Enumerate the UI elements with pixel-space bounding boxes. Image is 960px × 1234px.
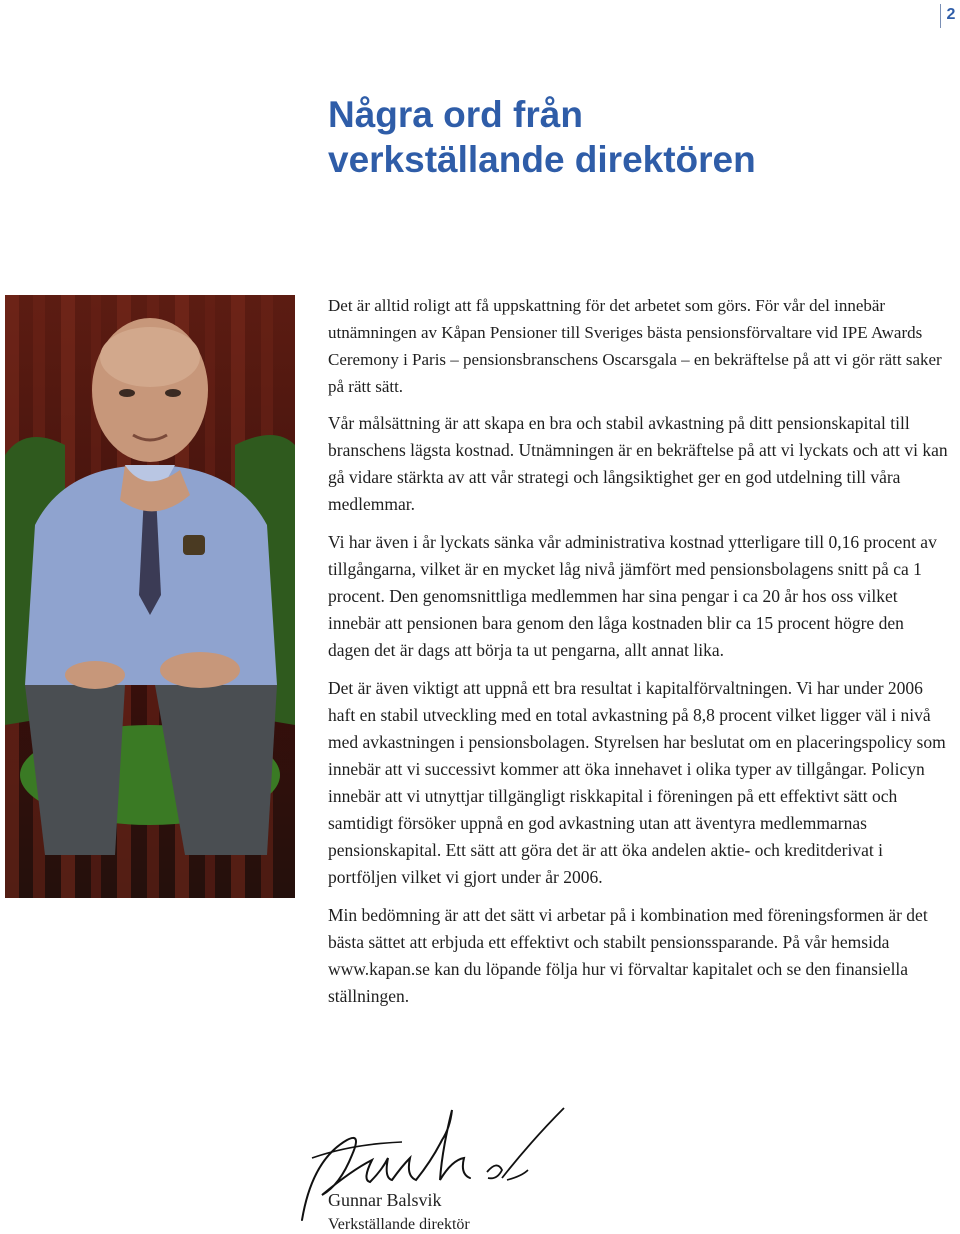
paragraph-goal: Vår målsättning är att skapa en bra och stabil avkastning på ditt pensionskapital till branschens lägsta kostnad. Utnämningen är en bekräftelse på att vi lyckats och att vi kan gå vidare stärkta av att vår strategi och långsiktighet ger en god utdelning till våra medlemmar. <box>328 413 948 514</box>
signatory-title: Verkställande direktör <box>328 1216 470 1233</box>
portrait-photo <box>5 295 295 898</box>
signatory-name: Gunnar Balsvik <box>328 1190 442 1210</box>
portrait-illustration <box>5 295 295 898</box>
paragraph-results: Det är även viktigt att uppnå ett bra resultat i kapitalförvaltningen. Vi har under 2006 haft en stabil utveckling med en total avkastning på 8,8 procent vilket ligger väl i nivå med avkastningen i pensionsbolagen. Styrelsen har beslutat om en placeringspolicy som innebär att vi successivt kommer att öka innehavet i olika typer av tillgångar. Policyn innebär att vi utnyttjar tillgängligt riskkapital i föreningen på ett effektivt sätt och samtidigt försöker uppnå en god avkastning utan att äventyra medlemmarnas pensionskapital. Ett sätt att göra det är att öka andelen aktie- och kreditderivat i portföljen vilket vi gjort under år 2006. <box>328 678 946 887</box>
title-line-1: Några ord från <box>328 94 583 135</box>
paragraph-costs: Vi har även i år lyckats sänka vår administrativa kostnad ytterligare till 0,16 procent av tillgångarna, vilket är en mycket låg nivå jämfört med pensionsbolagens snitt på ca 1 procent. Den genomsnittliga medlemmen har sina pengar i ca 20 år hos oss vilket innebär att pensionen bara genom den låga kostnaden blir ca 15 procent högre den dagen det är dags att börja ta ut pengarna, allt annat lika. <box>328 532 937 660</box>
letter-body <box>328 292 948 1021</box>
title-line-2: verkställande direktören <box>328 139 756 180</box>
page-title <box>328 92 928 182</box>
page-number: 2 <box>940 4 960 28</box>
paragraph-conclusion: Min bedömning är att det sätt vi arbetar på i kombination med föreningsformen är det bästa sättet att erbjuda ett effektivt och stabilt pensionssparande. På vår hemsida www.kapan.se kan du löpande följa hur vi förvaltar kapitalet och se den finansiella ställningen. <box>328 905 928 1006</box>
paragraph-intro: Det är alltid roligt att få uppskattning för det arbetet som görs. För vår del innebär utnämningen av Kåpan Pensioner till Sveriges bästa pensionsförvaltare vid IPE Awards Ceremony i Paris – pensionsbranschens Oscarsgala – en bekräftelse på att vi gör rätt saker på rätt sätt. <box>328 296 942 396</box>
